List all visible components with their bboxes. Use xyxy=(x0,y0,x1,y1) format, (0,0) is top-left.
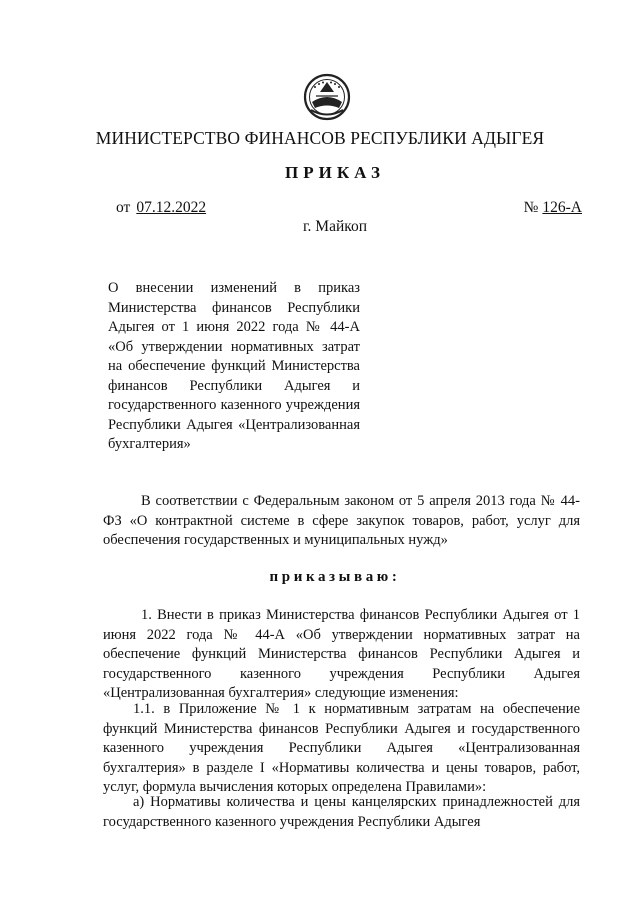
intro-paragraph: В соответствии с Федеральным законом от 5 апреля 2013 года № 44-ФЗ «О контрактной системе в сфере закупок товаров, работ, услуг для обеспечения государственных и муниципальных нужд» xyxy=(103,493,580,548)
document-number: 126-А xyxy=(542,199,582,216)
document-type: ПРИКАЗ xyxy=(285,163,385,182)
ministry-name: МИНИСТЕРСТВО ФИНАНСОВ РЕСПУБЛИКИ АДЫГЕЯ xyxy=(95,128,545,148)
republic-emblem-icon xyxy=(303,72,351,122)
city: г. Майкоп xyxy=(302,218,368,235)
date-prefix: от xyxy=(116,199,131,216)
number-prefix: № xyxy=(523,199,539,216)
item-1-1-paragraph: 1.1. в Приложение № 1 к нормативным затратам на обеспечение функций Министерства финансов Республики Адыгея и государственного казенного учреждения Республики Адыгея «Централизованная бухгалтерия» в разделе I «Нормативы количества и цены товаров, работ, услуг, формула вычисления которых определена Правилами»: xyxy=(103,701,580,795)
item-a-paragraph: а) Нормативы количества и цены канцелярских принадлежностей для государственного казенного учреждения Республики Адыгея xyxy=(103,794,580,830)
number-line xyxy=(524,199,582,217)
date-line xyxy=(116,199,206,217)
document-date: 07.12.2022 xyxy=(136,199,207,216)
document-subject: О внесении изменений в приказ Министерства финансов Республики Адыгея от 1 июня 2022 года № 44-А «Об утверждении нормативных затрат на обеспечение функций Министерства финансов Республики Адыгея и государственного казенного учреждения Республики Адыгея «Централизованная бухгалтерия» xyxy=(108,280,360,452)
item-1-paragraph: 1. Внести в приказ Министерства финансов Республики Адыгея от 1 июня 2022 года № 44-А «Об утверждении нормативных затрат на обеспечение функций Министерства финансов Республики Адыгея и государственного казенного учреждения Республики Адыгея «Централизованная бухгалтерия» следующие изменения: xyxy=(103,607,580,701)
orders-heading: приказываю: xyxy=(269,569,401,585)
